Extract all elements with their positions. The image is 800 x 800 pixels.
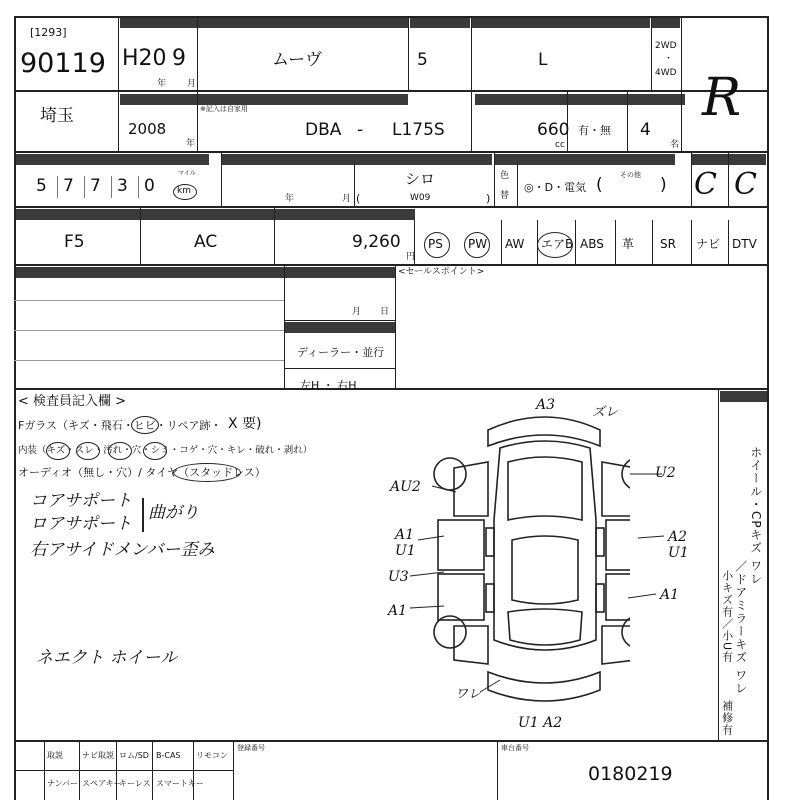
vline <box>79 742 80 800</box>
recycle-amount: 9,260 <box>352 232 401 252</box>
mark-u1-left: U1 <box>395 543 416 559</box>
dotted-line <box>14 330 284 331</box>
glass-x: X 要) <box>228 416 262 432</box>
dotted-line <box>14 360 284 361</box>
recycle-unit: 円 <box>406 252 416 262</box>
first-reg-year: 2008 <box>128 120 167 138</box>
mileage-sep <box>57 176 58 198</box>
vline <box>408 16 409 92</box>
mark-u2: U2 <box>655 465 676 481</box>
reg-no-label: 登録番号 <box>237 744 265 752</box>
row-line-2 <box>14 151 768 153</box>
vline <box>471 16 472 152</box>
hline <box>284 368 396 369</box>
circle-stain <box>108 442 132 460</box>
warranty-year-unit: 年 <box>285 194 295 204</box>
circle-studless <box>173 463 241 482</box>
dotted-line <box>14 300 284 301</box>
interior-line: 内装（キズ・スレ・汚れ・穴・シミ・コゲ・穴・キレ・破れ・剥れ） <box>18 445 313 456</box>
footer-item: キーレス <box>119 779 151 788</box>
color-name: シロ <box>405 170 436 188</box>
equipment-item: 革 <box>622 237 635 251</box>
row-line-4 <box>14 264 768 266</box>
note-1: コアサポート <box>30 491 132 511</box>
mileage-digit: 5 <box>36 176 47 196</box>
vline <box>233 742 234 800</box>
cc-unit: cc <box>555 140 565 150</box>
mark-r: R <box>702 68 742 128</box>
equipment-item: エアB <box>541 237 574 251</box>
mark-bottom: U1 A2 <box>518 715 563 731</box>
inspector-title: < 検査員記入欄 > <box>18 394 127 409</box>
mark-u1-right: U1 <box>668 545 689 561</box>
mileage-digit: 3 <box>117 176 128 196</box>
vline <box>681 16 682 152</box>
mark-bottom-left: ワレ <box>455 687 482 702</box>
vline <box>140 208 141 265</box>
header-bar-displacement <box>475 94 685 105</box>
header-bar-recycle <box>275 209 415 220</box>
note-bend: 曲がり <box>148 503 199 523</box>
mark-a2-right: A2 <box>668 529 688 545</box>
side-legend-4: 補修有 <box>720 700 734 736</box>
footer-item: スマートキー <box>156 779 204 788</box>
border-right <box>767 16 769 800</box>
year-unit: 年 <box>157 79 167 89</box>
vline <box>517 164 518 207</box>
header-bar-mileage <box>14 154 209 165</box>
mark-a1-left2: A1 <box>388 603 408 619</box>
footer-item: リモコン <box>196 751 228 760</box>
vline <box>728 152 729 207</box>
expiry-month-unit: 月 <box>352 307 362 317</box>
side-legend-3: 小キズ有／小U有 <box>720 570 734 664</box>
footer-item: ナンバー <box>47 779 79 788</box>
vline <box>116 742 117 800</box>
equipment-circle <box>537 232 573 258</box>
type-prefix: DBA <box>305 120 342 140</box>
drive-2wd: 2WD <box>655 41 677 51</box>
paint-close-paren: ) <box>660 175 667 195</box>
header-bar-grades <box>692 154 766 165</box>
row-line-1 <box>14 90 768 92</box>
vline <box>395 265 396 389</box>
mileage-unit-km: km <box>177 186 191 196</box>
year-month: 9 <box>172 46 186 71</box>
header-bar-model <box>198 17 408 28</box>
displacement: 660 <box>537 120 570 140</box>
mileage-digit: 0 <box>144 176 155 196</box>
vline <box>718 390 719 742</box>
vline <box>615 220 616 265</box>
steering: 左H ・ 右H <box>300 379 357 392</box>
vline <box>691 220 692 265</box>
header-bar-grade <box>472 17 650 28</box>
color-open-paren: ( <box>356 192 361 205</box>
vline <box>354 164 355 207</box>
vline <box>152 742 153 800</box>
equipment-item: DTV <box>732 237 757 251</box>
equipment-circle <box>464 232 490 258</box>
paint-options: ◎・D・電気 <box>524 181 587 194</box>
aircon: AC <box>194 232 218 252</box>
type-dash: - <box>357 120 364 140</box>
drive-4wd: 4WD <box>655 68 677 78</box>
vline <box>501 220 502 265</box>
doors: 5 <box>417 50 428 70</box>
interior-grade: C <box>694 167 717 202</box>
mark-u3: U3 <box>388 569 409 585</box>
sales-points-title: <セールスポイント> <box>398 267 485 277</box>
vline <box>118 16 119 152</box>
vline <box>627 92 628 152</box>
header-bar-type <box>198 94 408 105</box>
vline <box>44 742 45 800</box>
exterior-grade: C <box>734 167 757 202</box>
chassis-label: 車台番号 <box>501 744 529 752</box>
row-line-6 <box>14 740 768 742</box>
mileage-sep <box>84 176 85 198</box>
year-era: H20 <box>122 46 167 71</box>
equipment-item: ABS <box>580 237 604 251</box>
footer-item: ロム/SD <box>119 751 149 760</box>
hline <box>14 770 234 771</box>
circle-spot <box>143 442 167 460</box>
month-unit: 月 <box>187 79 197 89</box>
paint-open-paren: ( <box>596 175 603 195</box>
warranty-month-unit: 月 <box>342 194 352 204</box>
transmission: F5 <box>64 232 85 252</box>
note-4: ネエクト ホイール <box>36 648 178 668</box>
header-bar-mission <box>14 209 274 220</box>
side-legend-2: ／ドアミラーキズ ワレ <box>733 560 748 695</box>
color-close-paren: ) <box>486 192 491 205</box>
mark-au2: AU2 <box>390 479 421 495</box>
equipment-circle <box>424 232 450 258</box>
side-legend-1: ホイール・CPキズ ワレ <box>748 446 763 586</box>
row-line-3 <box>14 206 768 208</box>
equipment-item: SR <box>660 237 676 251</box>
vline <box>197 16 198 152</box>
seats-unit: 名 <box>670 140 680 150</box>
border-top <box>14 16 768 18</box>
glass-line: Fガラス（キズ・飛石・ヒビ・リペア跡・ <box>18 419 222 432</box>
footer-item: スペアキー <box>82 779 122 788</box>
header-bar-year <box>120 17 198 28</box>
row-line-5 <box>14 388 768 390</box>
paint-other: その他 <box>620 171 641 179</box>
first-reg-unit: 年 <box>186 139 196 149</box>
color-swap-1: 色 <box>500 171 510 181</box>
header-bar-import <box>285 322 395 333</box>
vline <box>691 152 692 207</box>
equipment-item: PS <box>428 237 443 251</box>
seats: 4 <box>640 120 651 140</box>
equipment-item: PW <box>468 237 488 251</box>
lot-code: [1293] <box>30 26 67 39</box>
vline <box>728 220 729 265</box>
note-3: 右アサイドメンバー歪み <box>30 540 215 560</box>
header-bar-doors <box>410 17 470 28</box>
mark-top: A3 <box>536 397 556 413</box>
circle-glass <box>131 416 159 434</box>
chassis-number: 0180219 <box>588 763 673 785</box>
color-code: W09 <box>410 193 431 203</box>
expiry-day-unit: 日 <box>380 307 390 317</box>
header-bar-color <box>222 154 492 165</box>
mileage-unit-mile: マイル <box>178 170 196 177</box>
header-bar-paint <box>495 154 675 165</box>
circle-scratch <box>46 442 70 460</box>
import-type: ディーラー・並行 <box>297 346 385 359</box>
mileage-sep <box>138 176 139 198</box>
hline <box>284 320 396 321</box>
vline <box>284 265 285 389</box>
vline <box>221 152 222 207</box>
drive-dot: ・ <box>664 54 674 64</box>
mileage-digit: 7 <box>90 176 101 196</box>
vline <box>494 152 495 207</box>
type-code: L175S <box>392 120 445 140</box>
color-swap-2: 替 <box>500 191 510 201</box>
header-bar-firstreg <box>120 94 198 105</box>
vline <box>193 742 194 800</box>
circle-rub <box>76 442 100 460</box>
note-2: ロアサポート <box>30 514 132 534</box>
vline <box>497 742 498 800</box>
mileage-digit: 7 <box>63 176 74 196</box>
header-bar-side <box>720 391 768 402</box>
bracket-line <box>142 498 144 532</box>
vline <box>651 16 652 92</box>
vline <box>575 220 576 265</box>
header-bar-expiry <box>285 267 395 278</box>
vline <box>652 220 653 265</box>
mark-a1-left: A1 <box>395 527 415 543</box>
audio-line: オーディオ（無し・穴）/ タイヤ（スタッドレス） <box>18 466 266 479</box>
header-bar-report <box>14 267 284 278</box>
mileage-sep <box>111 176 112 198</box>
vline <box>274 208 275 265</box>
header-bar-drive <box>652 17 680 28</box>
border-left <box>14 16 16 800</box>
mark-a1-right: A1 <box>660 587 680 603</box>
turbo: 有・無 <box>578 124 611 137</box>
equipment-item: ナビ <box>696 237 721 251</box>
region: 埼玉 <box>40 106 74 126</box>
model-name: ムーヴ <box>272 50 323 70</box>
footer-item: ナビ取説 <box>82 751 114 760</box>
mark-top-right: ズレ <box>592 405 619 420</box>
footer-item: B-CAS <box>156 751 181 760</box>
lot-number: 90119 <box>20 48 106 79</box>
mark-leader-lines <box>380 470 700 710</box>
reg-note: ※記入は自家用 <box>200 105 248 113</box>
grade: L <box>538 50 548 70</box>
footer-item: 取説 <box>47 751 63 760</box>
equipment-item: AW <box>505 237 525 251</box>
